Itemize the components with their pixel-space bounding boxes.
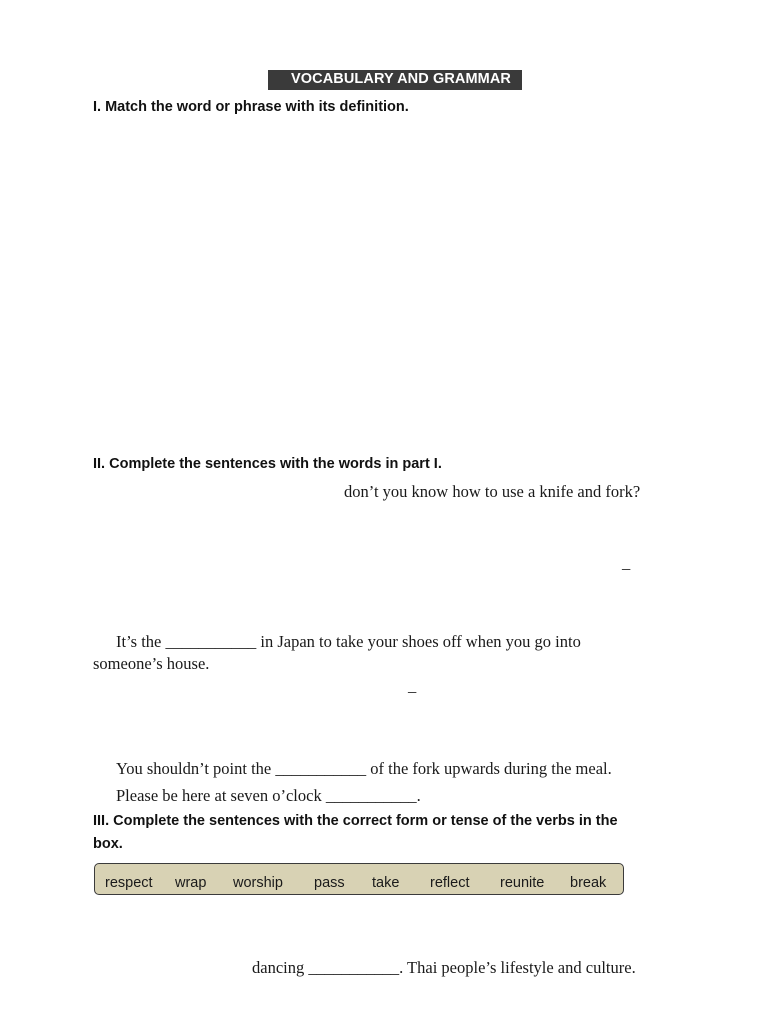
section-2-sentence-3: You shouldn’t point the ___________ of the fork upwards during the meal. [116,759,612,778]
section-2-heading: II. Complete the sentences with the words in part I. [93,456,442,472]
section-3-heading-line-2: box. [93,836,123,852]
section-3-sentence-1: dancing ___________. Thai people’s lifestyle and culture. [252,958,636,977]
page-title: VOCABULARY AND GRAMMAR [291,71,511,87]
section-3-heading-line-1: III. Complete the sentences with the correct form or tense of the verbs in the [93,813,618,829]
word-box-item: worship [233,875,283,891]
section-2-sentence-2b: someone’s house. [93,654,210,673]
word-box-item: take [372,875,400,891]
word-box-item: wrap [175,875,207,891]
section-1-heading: I. Match the word or phrase with its definition. [93,99,409,115]
word-box-item: reflect [430,875,470,891]
section-2-blank-marker-1: _ [622,553,631,572]
section-2-sentence-1: don’t you know how to use a knife and fork? [344,482,641,501]
word-box [94,863,624,895]
section-2-sentence-4: Please be here at seven o’clock ___________. [116,786,421,805]
word-box-item: pass [314,875,345,891]
section-2-blank-marker-2: _ [408,676,417,695]
word-box-item: break [570,875,607,891]
word-box-item: respect [105,875,153,891]
word-box-item: reunite [500,875,545,891]
section-2-sentence-2a: It’s the ___________ in Japan to take your shoes off when you go into [116,632,581,651]
